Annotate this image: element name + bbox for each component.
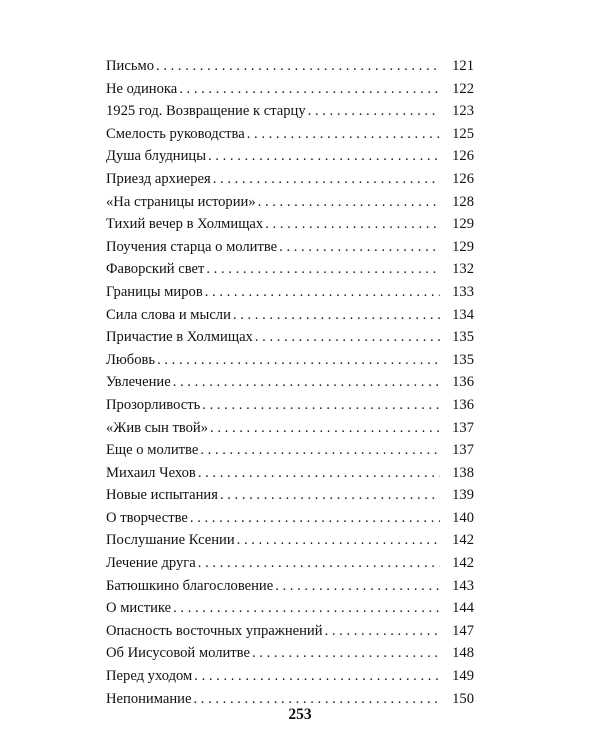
toc-entry-title: Письмо (106, 58, 155, 74)
toc-entry (106, 597, 474, 620)
toc-entry-page: 129 (452, 216, 474, 233)
dot-leader (194, 665, 440, 688)
toc-entry-page: 135 (452, 329, 474, 346)
toc-entry-title: Перед уходом (106, 668, 193, 685)
toc-entry-title: Еще о молитве (106, 442, 199, 459)
toc-entry (106, 258, 474, 281)
toc-entry-page: 142 (452, 532, 474, 549)
toc-entry (106, 439, 474, 462)
toc-entry (106, 100, 474, 123)
dot-leader (202, 394, 440, 417)
toc-entry (106, 552, 474, 575)
toc-entry-page: 122 (452, 80, 474, 97)
toc-entry-page: 148 (452, 645, 474, 662)
dot-leader (258, 191, 440, 214)
dot-leader (190, 507, 440, 530)
toc-entry (106, 145, 474, 168)
dot-leader (233, 304, 440, 327)
toc-entry (106, 371, 474, 394)
toc-entry (106, 642, 474, 665)
toc-entry-title: Фаворский свет (106, 261, 205, 278)
toc-entry (106, 575, 474, 598)
toc-entry (106, 236, 474, 259)
toc-entry (106, 304, 474, 327)
toc-entry-title: Послушание Ксении (106, 532, 235, 549)
toc-entry-title: Сила слова и мысли (106, 306, 231, 323)
toc-entry-page: 142 (452, 555, 474, 572)
table-of-contents (106, 55, 474, 710)
toc-entry-page: 137 (452, 419, 474, 436)
dot-leader (208, 145, 440, 168)
toc-entry (106, 191, 474, 214)
dot-leader (220, 484, 440, 507)
toc-entry (106, 484, 474, 507)
toc-entry-title: «На страницы истории» (106, 193, 256, 210)
page-number: 253 (288, 706, 312, 723)
dot-leader (210, 417, 440, 440)
dot-leader (206, 258, 440, 281)
toc-entry-title: Новые испытания (106, 487, 218, 504)
toc-entry-title: Михаил Чехов (106, 464, 196, 481)
toc-entry-title: Батюшкино благословение (106, 577, 274, 594)
toc-entry-title: Увлечение (106, 374, 171, 391)
toc-entry-title: Тихий вечер в Холмищах (106, 216, 264, 233)
toc-entry-page: 138 (452, 464, 474, 481)
toc-entry-title: Поучения старца о молитве (106, 238, 278, 255)
toc-entry-title: Душа блудницы (106, 148, 206, 165)
toc-entry (106, 620, 474, 643)
toc-entry-title: Приезд архиерея (106, 170, 211, 187)
dot-leader (213, 168, 440, 191)
toc-entry-page: 135 (452, 351, 474, 368)
toc-entry (106, 394, 474, 417)
dot-leader (179, 78, 440, 101)
toc-entry (106, 529, 474, 552)
toc-entry-title: Не одинока (106, 80, 178, 97)
toc-entry-page: 128 (452, 193, 474, 210)
toc-entry (106, 417, 474, 440)
dot-leader (198, 552, 440, 575)
toc-entry-page: 136 (452, 374, 474, 391)
toc-entry-title: 1925 год. Возвращение к старцу (106, 103, 306, 120)
dot-leader (265, 213, 440, 236)
dot-leader (247, 123, 440, 146)
dot-leader (173, 597, 440, 620)
toc-entry-page: 136 (452, 396, 474, 413)
toc-entry-title: Смелость руководства (106, 125, 245, 142)
toc-entry-page: 150 (452, 690, 474, 707)
toc-entry-page: 147 (452, 622, 474, 639)
toc-entry-title: Любовь (106, 351, 156, 368)
toc-entry (106, 665, 474, 688)
dot-leader (198, 462, 440, 485)
dot-leader (205, 281, 440, 304)
toc-entry (106, 55, 474, 78)
toc-entry-page: 123 (452, 103, 474, 120)
toc-entry (106, 213, 474, 236)
dot-leader (275, 575, 440, 598)
toc-entry-title: О мистике (106, 600, 172, 617)
toc-entry (106, 326, 474, 349)
toc-entry (106, 349, 474, 372)
toc-entry-title: «Жив сын твой» (106, 419, 209, 436)
dot-leader (157, 349, 440, 372)
dot-leader (237, 529, 440, 552)
toc-entry-page: 132 (452, 261, 474, 278)
toc-entry-title: Прозорливость (106, 396, 201, 413)
toc-entry-title: Границы миров (106, 283, 203, 300)
toc-entry-page: 139 (452, 487, 474, 504)
toc-entry-page: 126 (452, 148, 474, 165)
toc-entry-page: 133 (452, 283, 474, 300)
toc-entry (106, 507, 474, 530)
toc-entry (106, 123, 474, 146)
toc-entry-page: 149 (452, 668, 474, 685)
toc-entry (106, 78, 474, 101)
toc-entry-title: Непонимание (106, 690, 192, 707)
toc-entry-page: 144 (452, 600, 474, 617)
toc-entry-title: Об Иисусовой молитве (106, 645, 250, 662)
toc-entry-page: 126 (452, 170, 474, 187)
toc-entry-page: 129 (452, 238, 474, 255)
toc-entry-title: Опасность восточных упражнений (106, 622, 323, 639)
dot-leader (279, 236, 440, 259)
toc-entry-page: 121 (452, 58, 474, 74)
toc-entry-title: Лечение друга (106, 555, 196, 572)
dot-leader (156, 55, 440, 78)
dot-leader (200, 439, 440, 462)
dot-leader (255, 326, 440, 349)
toc-entry-title: О творчестве (106, 509, 188, 526)
toc-entry-page: 143 (452, 577, 474, 594)
toc-entry (106, 168, 474, 191)
dot-leader (173, 371, 440, 394)
dot-leader (325, 620, 440, 643)
toc-entry-page: 140 (452, 509, 474, 526)
toc-entry-title: Причастие в Холмищах (106, 329, 253, 346)
toc-entry-page: 137 (452, 442, 474, 459)
toc-entry-page: 134 (452, 306, 474, 323)
dot-leader (308, 100, 440, 123)
toc-entry-page: 125 (452, 125, 474, 142)
dot-leader (252, 642, 440, 665)
toc-entry (106, 462, 474, 485)
toc-entry (106, 281, 474, 304)
